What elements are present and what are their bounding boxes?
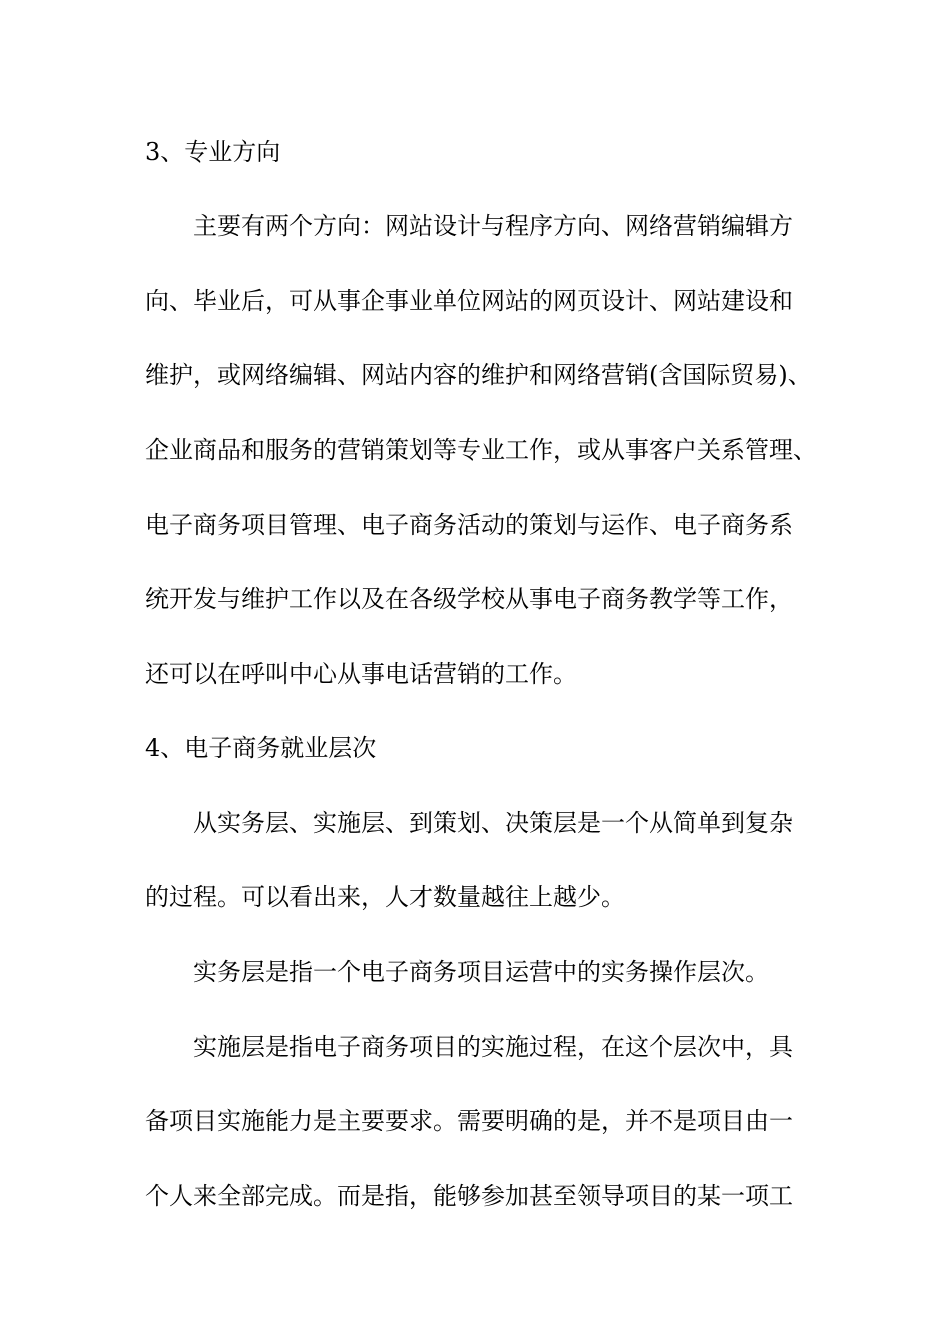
heading-major-direction: 3、专业方向 xyxy=(145,138,281,166)
paragraph-line: 备项目实施能力是主要要求。需要明确的是，并不是项目由一 xyxy=(145,1107,793,1135)
paragraph-line: 向、毕业后，可从事企事业单位网站的网页设计、网站建设和 xyxy=(145,287,793,315)
paragraph-line: 电子商务项目管理、电子商务活动的策划与运作、电子商务系 xyxy=(145,511,793,539)
paragraph-line: 的过程。可以看出来，人才数量越往上越少。 xyxy=(145,883,625,911)
paragraph-line: 维护，或网络编辑、网站内容的维护和网络营销(含国际贸易)、 xyxy=(145,361,812,389)
paragraph-line: 企业商品和服务的营销策划等专业工作，或从事客户关系管理、 xyxy=(145,436,817,464)
paragraph-line: 主要有两个方向：网站设计与程序方向、网络营销编辑方 xyxy=(193,212,793,240)
paragraph-line: 还可以在呼叫中心从事电话营销的工作。 xyxy=(145,660,577,688)
paragraph-line: 个人来全部完成。而是指，能够参加甚至领导项目的某一项工 xyxy=(145,1182,793,1210)
paragraph-line: 从实务层、实施层、到策划、决策层是一个从简单到复杂 xyxy=(193,809,793,837)
paragraph-line: 统开发与维护工作以及在各级学校从事电子商务教学等工作， xyxy=(145,585,793,613)
paragraph-line: 实施层是指电子商务项目的实施过程，在这个层次中，具 xyxy=(193,1033,793,1061)
paragraph-line: 实务层是指一个电子商务项目运营中的实务操作层次。 xyxy=(193,958,769,986)
heading-employment-levels: 4、电子商务就业层次 xyxy=(145,734,377,762)
